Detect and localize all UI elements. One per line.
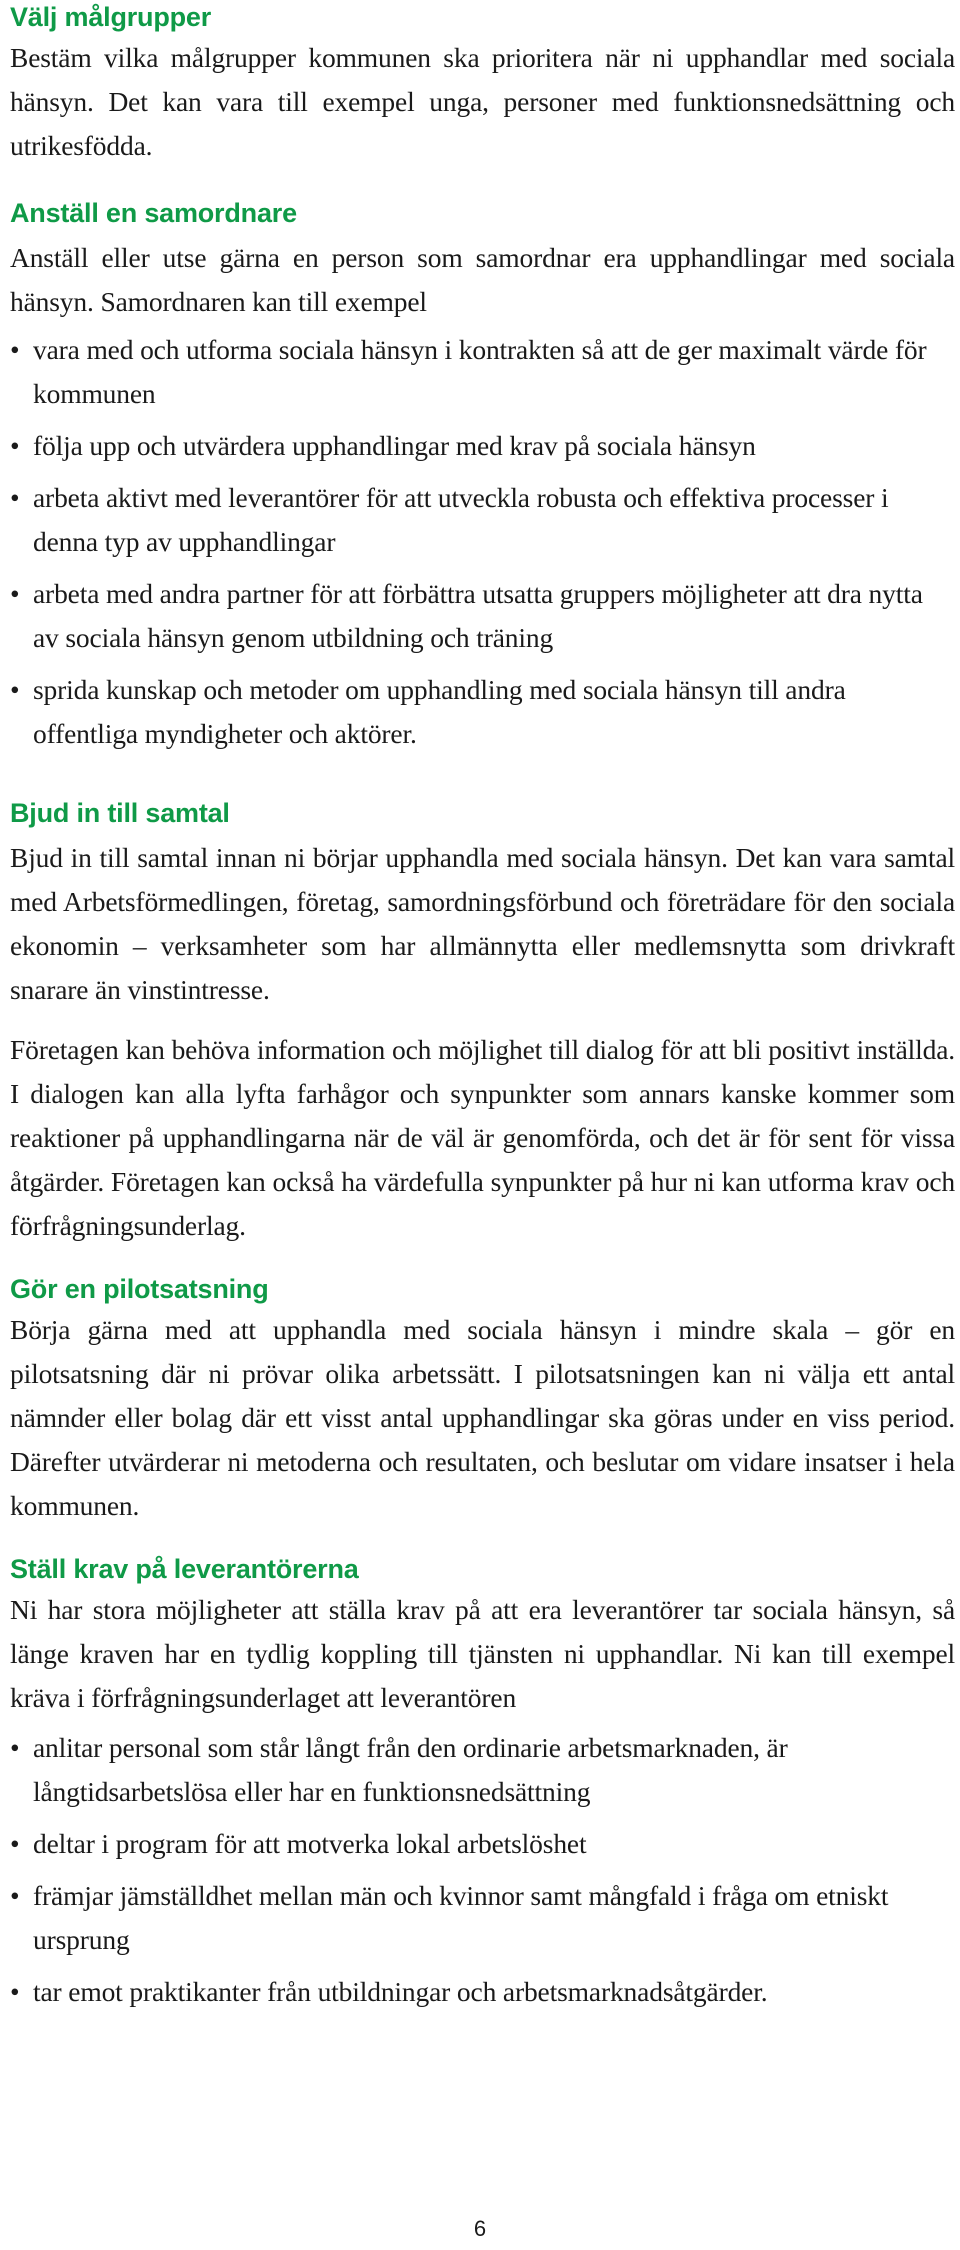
heading-krav: Ställ krav på leverantörerna — [10, 1554, 359, 1584]
section-malgrupper — [10, 0, 955, 168]
section-pilot — [10, 1272, 955, 1528]
list-item: • deltar i program för att motverka lokal arbetslöshet — [10, 1822, 955, 1866]
paragraph-samtal-2: Företagen kan behöva information och möjlighet till dialog för att bli positivt inställda. I dialogen kan alla lyfta farhågor och synpunkter som annars kanske kommer som reaktioner på upphandlingarna när de väl är genomförda, och det är för sent för vissa åtgärder. Företagen kan också ha värdefulla synpunkter på hur ni kan utforma krav och förfrågningsunderlag. — [10, 1034, 955, 1241]
heading-samordnare: Anställ en samordnare — [10, 198, 297, 228]
bullet-icon: • — [10, 1880, 20, 1911]
document-page — [10, 0, 955, 2014]
bullet-icon: • — [10, 578, 20, 609]
section-samordnare — [10, 196, 955, 756]
heading-samtal: Bjud in till samtal — [10, 798, 230, 828]
list-item: • främjar jämställdhet mellan män och kvinnor samt mångfald i fråga om etniskt ursprung — [10, 1874, 955, 1962]
list-item: • arbeta aktivt med leverantörer för att utveckla robusta och effektiva processer i denna typ av upphandlingar — [10, 476, 955, 564]
paragraph-malgrupper: Bestäm vilka målgrupper kommunen ska prioritera när ni upphandlar med sociala hänsyn. Det kan vara till exempel unga, personer med funktionsnedsättning och utrikesfödda. — [10, 42, 955, 161]
section-krav — [10, 1552, 955, 2014]
bullet-icon: • — [10, 1732, 20, 1763]
paragraph-krav: Ni har stora möjligheter att ställa krav på att era leverantörer tar sociala hänsyn, så länge kraven har en tydlig koppling till tjänsten ni upphandlar. Ni kan till exempel kräva i förfrågningsunderlaget att leverantören — [10, 1594, 955, 1713]
list-item: • anlitar personal som står långt från den ordinarie arbetsmarknaden, är långtidsarbetslösa eller har en funktionsnedsättning — [10, 1726, 955, 1814]
page-number: 6 — [473, 2216, 487, 2241]
heading-pilot: Gör en pilotsatsning — [10, 1274, 269, 1304]
bullet-icon: • — [10, 482, 20, 513]
list-item: • sprida kunskap och metoder om upphandling med sociala hänsyn till andra offentliga myndigheter och aktörer. — [10, 668, 955, 756]
list-item: • vara med och utforma sociala hänsyn i kontrakten så att de ger maximalt värde för kommunen — [10, 328, 955, 416]
list-item: • följa upp och utvärdera upphandlingar med krav på sociala hänsyn — [10, 424, 955, 468]
paragraph-samtal-1: Bjud in till samtal innan ni börjar upphandla med sociala hänsyn. Det kan vara samtal med Arbetsförmedlingen, företag, samordningsförbund och företrädare för den sociala ekonomin – verksamheter som har allmännytta eller medlemsnytta som drivkraft snarare än vinstintresse. — [10, 842, 955, 1005]
list-item: • tar emot praktikanter från utbildningar och arbetsmarknadsåtgärder. — [10, 1970, 955, 2014]
paragraph-pilot: Börja gärna med att upphandla med sociala hänsyn i mindre skala – gör en pilotsatsning där ni prövar olika arbetssätt. I pilotsatsningen kan ni välja ett antal nämnder eller bolag där ett visst antal upphandlingar ska göras under en viss period. Därefter utvärderar ni metoderna och resultaten, och beslutar om vidare insatser i hela kommunen. — [10, 1314, 955, 1521]
list-item: • arbeta med andra partner för att förbättra utsatta gruppers möjligheter att dra nytta av sociala hänsyn genom utbildning och träning — [10, 572, 955, 660]
list-samordnare — [10, 328, 955, 756]
paragraph-samordnare: Anställ eller utse gärna en person som samordnar era upphandlingar med sociala hänsyn. Samordnaren kan till exempel — [10, 242, 955, 317]
bullet-icon: • — [10, 674, 20, 705]
section-samtal — [10, 796, 955, 1248]
list-krav — [10, 1726, 955, 2014]
heading-malgrupper: Välj målgrupper — [10, 2, 212, 32]
bullet-icon: • — [10, 334, 20, 365]
bullet-icon: • — [10, 430, 20, 461]
bullet-icon: • — [10, 1828, 20, 1859]
bullet-icon: • — [10, 1976, 20, 2007]
